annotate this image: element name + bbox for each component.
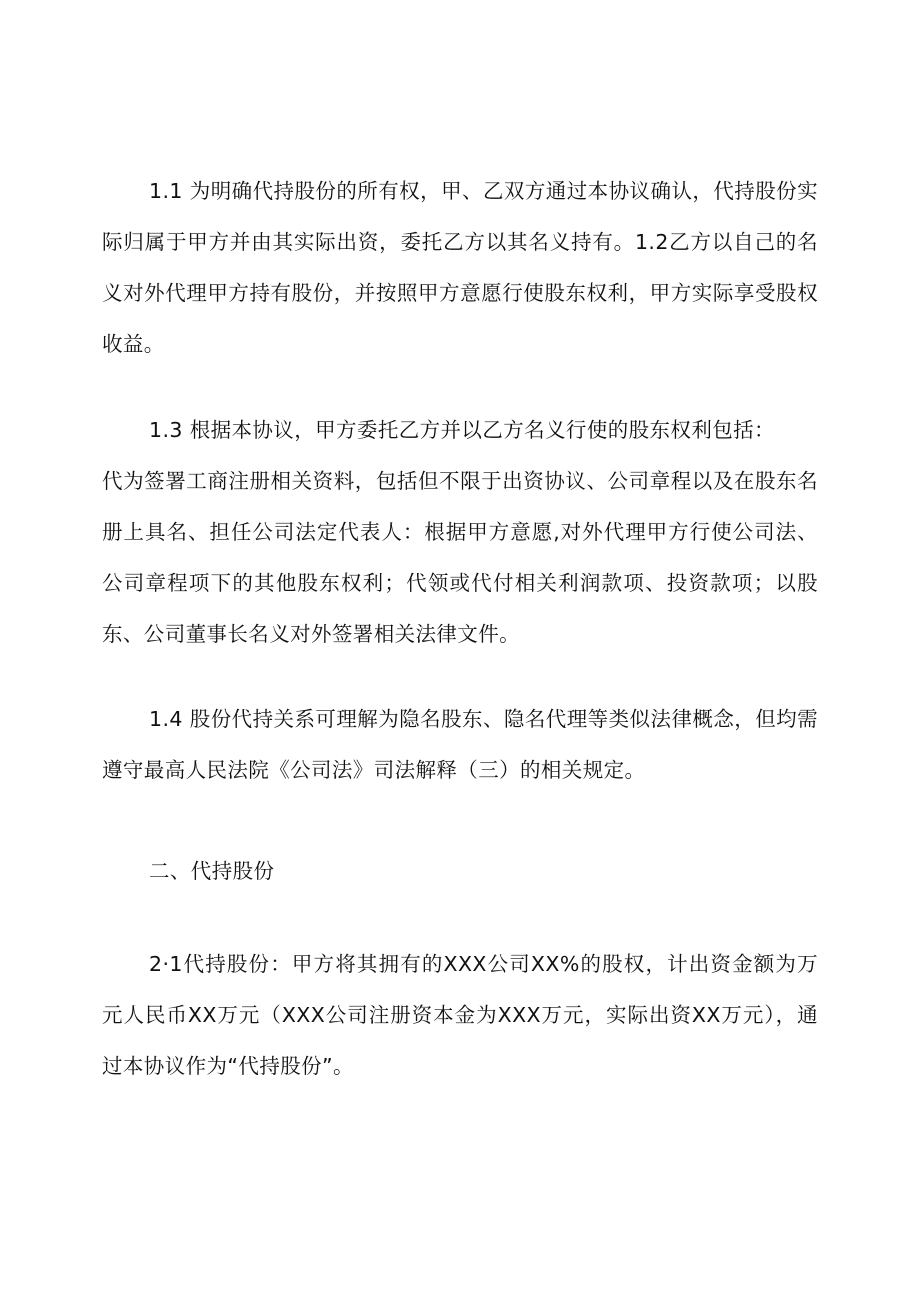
section-heading-2: 二、代持股份 bbox=[149, 859, 275, 883]
paragraph-1-3-lead: 1.3 根据本协议，甲方委托乙方并以乙方名义行使的股东权利包括： bbox=[149, 418, 775, 442]
paragraph-2-1: 2·1代持股份：甲方将其拥有的XXX公司XX%的股权，计出资金额为万元人民币XX万元（XXX公司注册资本金为XXX万元，实际出资XX万元），通过本协议作为“代持股份”。 bbox=[102, 952, 818, 1078]
paragraph-1-4: 1.4 股份代持关系可理解为隐名股东、隐名代理等类似法律概念，但均需遵守最高人民法院《公司法》司法解释（三）的相关规定。 bbox=[102, 707, 818, 782]
paragraph-1-3 bbox=[102, 405, 818, 660]
paragraph-1-3-body: 代为签署工商注册相关资料，包括但不限于出资协议、公司章程以及在股东名册上具名、担任公司法定代表人：根据甲方意愿,对外代理甲方行使公司法、公司章程项下的其他股东权利；代领或代付相关利润款项、投资款项；以股东、公司董事长名义对外签署相关法律文件。 bbox=[102, 469, 818, 646]
paragraph-1-1: 1.1 为明确代持股份的所有权，甲、乙双方通过本协议确认，代持股份实际归属于甲方并由其实际出资，委托乙方以其名义持有。1.2乙方以自己的名义对外代理甲方持有股份，并按照甲方意愿行使股东权利，甲方实际享受股权收益。 bbox=[102, 179, 818, 356]
